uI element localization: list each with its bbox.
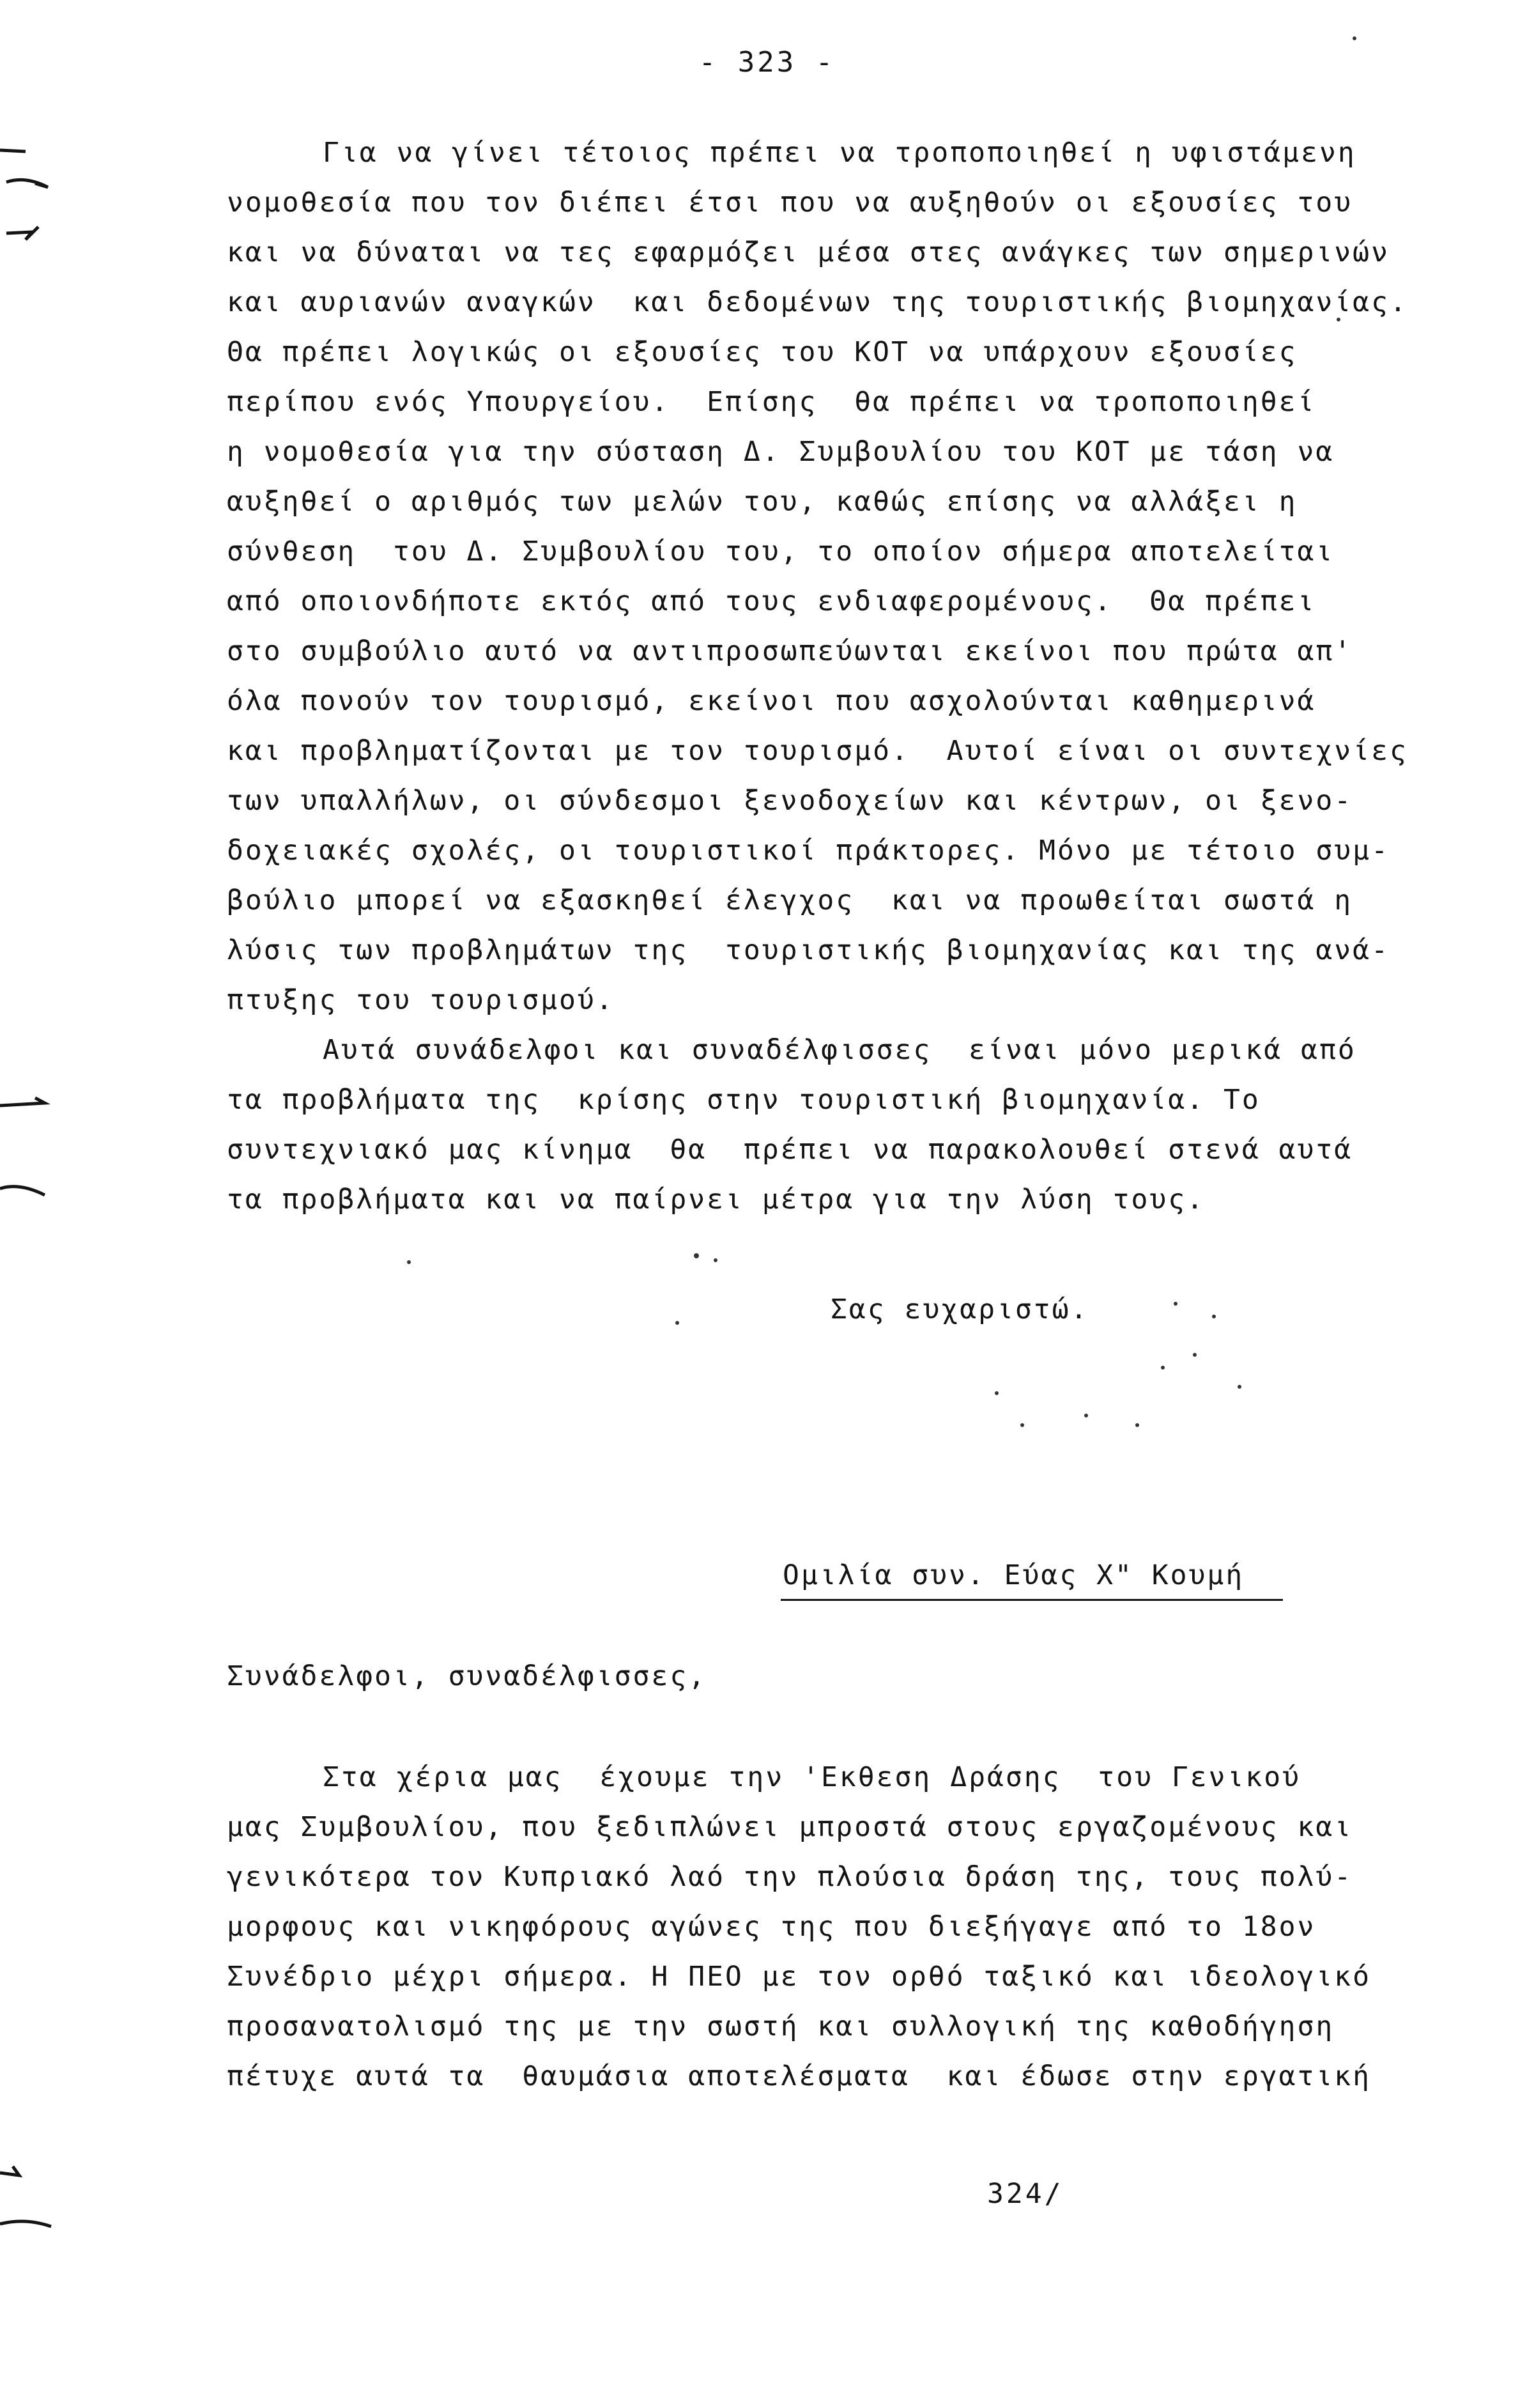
text-line: τα προβλήματα της κρίσης στην τουριστική βιομηχανία. Το (227, 1084, 1261, 1116)
page-number: - 323 - (698, 46, 836, 79)
text-line: νομοθεσία που τον διέπει έτσι που να αυξηθούν οι εξουσίες του (227, 187, 1353, 219)
closing-thanks: Σας ευχαριστώ. (831, 1293, 1089, 1325)
text-line: η νομοθεσία για την σύσταση Δ. Συμβουλίου του ΚΟΤ με τάση να (227, 436, 1335, 468)
text-line: μορφους και νικηφόρους αγώνες της που διεξήγαγε από το 18ον (227, 1911, 1316, 1943)
text-line: περίπου ενός Υπουργείου. Επίσης θα πρέπει να τροποποιηθεί (227, 386, 1316, 418)
text-line: βούλιο μπορεί να εξασκηθεί έλεγχος και να προωθείται σωστά η (227, 884, 1353, 916)
continuation-page-ref: 324/ (987, 2178, 1064, 2210)
text-line: από οποιονδήποτε εκτός από τους ενδιαφερομένους. Θα πρέπει (227, 585, 1316, 617)
speech-title-underline (781, 1599, 1283, 1601)
text-line: των υπαλλήλων, οι σύνδεσμοι ξενοδοχείων και κέντρων, οι ξενο- (227, 785, 1353, 817)
text-line: Συνέδριο μέχρι σήμερα. Η ΠΕΟ με τον ορθό ταξικό και ιδεολογικό (227, 1961, 1372, 1993)
text-line: Για να γίνει τέτοιος πρέπει να τροποποιηθεί η υφιστάμενη (323, 137, 1356, 169)
text-line: αυξηθεί ο αριθμός των μελών του, καθώς επίσης να αλλάξει η (227, 486, 1298, 518)
text-line: πέτυχε αυτά τα θαυμάσια αποτελέσματα και έδωσε στην εργατική (227, 2060, 1372, 2092)
paragraph-2 (227, 1025, 1460, 1224)
text-line: πτυξης του τουρισμού. (227, 984, 615, 1016)
text-line: όλα πονούν τον τουρισμό, εκείνοι που ασχολούνται καθημερινά (227, 685, 1316, 717)
text-line: και αυριανών αναγκών και δεδομένων της τουριστικής βιομηχανίας. (227, 286, 1408, 318)
text-line: και προβληματίζονται με τον τουρισμό. Αυτοί είναι οι συντεχνίες (227, 735, 1408, 767)
text-line: μας Συμβουλίου, που ξεδιπλώνει μπροστά στους εργαζομένους και (227, 1811, 1353, 1843)
text-line: τα προβλήματα και να παίρνει μέτρα για την λύση τους. (227, 1184, 1206, 1216)
text-line: λύσις των προβλημάτων της τουριστικής βιομηχανίας και της ανά- (227, 934, 1390, 966)
salutation: Συνάδελφοι, συναδέλφισσες, (227, 1660, 707, 1692)
text-line: σύνθεση του Δ. Συμβουλίου του, το οποίον σήμερα αποτελείται (227, 536, 1335, 567)
text-line: στο συμβούλιο αυτό να αντιπροσωπεύωνται εκείνοι που πρώτα απ' (227, 635, 1353, 667)
paragraph-3 (227, 1752, 1460, 2101)
paragraph-1 (227, 128, 1460, 1025)
speech-title: Ομιλία συν. Εύας Χ" Κουμή (783, 1559, 1245, 1591)
text-line: δοχειακές σχολές, οι τουριστικοί πράκτορες. Μόνο με τέτοιο συμ- (227, 835, 1390, 867)
text-line: Αυτά συνάδελφοι και συναδέλφισσες είναι μόνο μερικά από (323, 1034, 1356, 1066)
text-line: και να δύναται να τες εφαρμόζει μέσα στες ανάγκες των σημερινών (227, 236, 1390, 268)
text-line: Θα πρέπει λογικώς οι εξουσίες του ΚΟΤ να υπάρχουν εξουσίες (227, 336, 1298, 368)
text-line: συντεχνιακό μας κίνημα θα πρέπει να παρακολουθεί στενά αυτά (227, 1134, 1353, 1166)
text-line: γενικότερα τον Κυπριακό λαό την πλούσια δράση της, τους πολύ- (227, 1861, 1353, 1893)
text-line: Στα χέρια μας έχουμε την 'Εκθεση Δράσης του Γενικού (323, 1761, 1301, 1793)
text-line: προσανατολισμό της με την σωστή και συλλογική της καθοδήγηση (227, 2011, 1335, 2042)
